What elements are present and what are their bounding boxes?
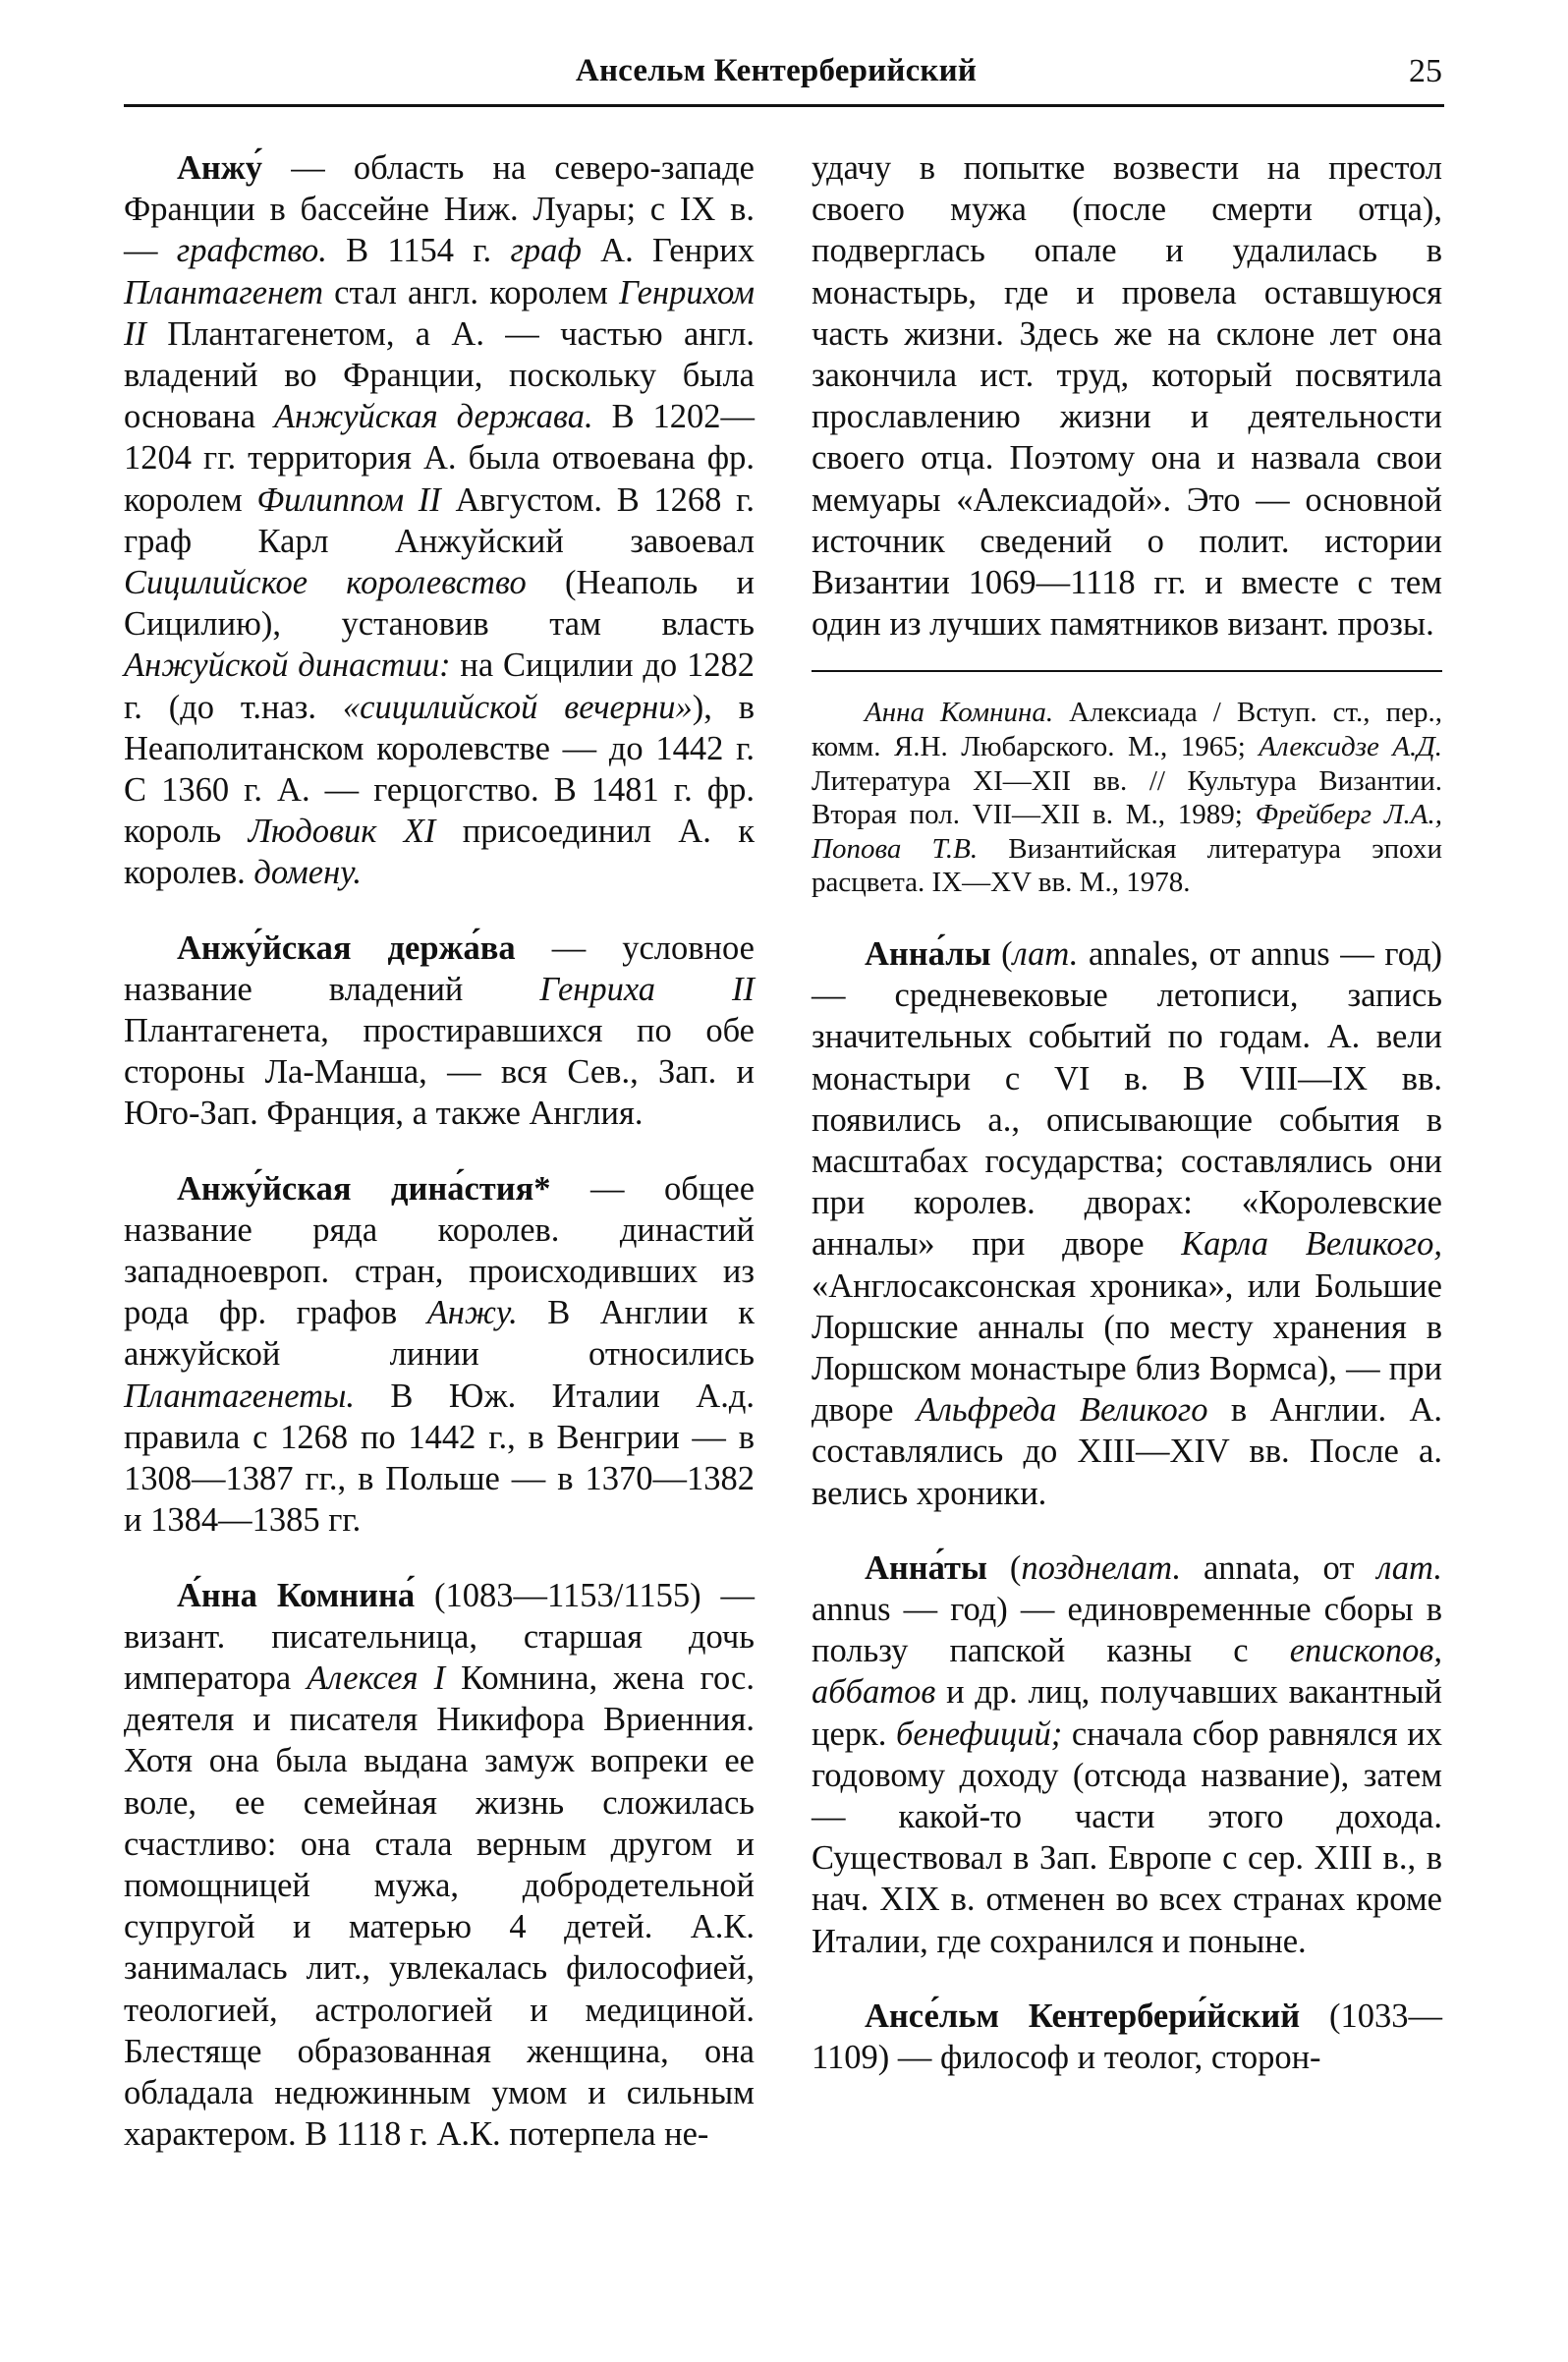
right-column — [812, 147, 1442, 2111]
headword: Анжу́йская дина́стия* — [177, 1169, 551, 1208]
entry-angevin-empire — [124, 928, 755, 1135]
cross-reference: позднелат. — [1021, 1548, 1182, 1587]
cross-reference: графство. — [176, 232, 327, 270]
entry-text: присоединил А. к королев. — [124, 813, 755, 892]
cross-reference: Алексея I — [307, 1659, 446, 1697]
cross-reference: Людовик XI — [248, 813, 436, 851]
entry-text: В 1154 г. — [326, 232, 511, 270]
entry-text: ( — [990, 935, 1013, 973]
entry-text: Плантагенета, простиравшихся по обе стороны Ла-Манша, — вся Сев., Зап. и Юго-Зап. Франция, а также Англия. — [124, 1012, 755, 1133]
entry-text: annus — год) — единовременные сборы в пользу папской казны с — [812, 1591, 1442, 1670]
reference-author: Фрейберг Л.А., Попова Т.В. — [812, 799, 1442, 865]
cross-reference: Анжуйская держава. — [273, 398, 593, 436]
entry-text: А. Генрих — [581, 232, 755, 270]
entry-text: сначала сбор равнялся их годовому доходу (отсюда название), затем — какой-то части этого дохода. Существовал в Зап. Европе с сер. XIII в., в нач. XIX в. отменен во всех странах кроме Италии, где сохранился и поныне. — [812, 1715, 1442, 1960]
entry-annates — [812, 1547, 1442, 1962]
cross-reference: епископов, аббатов — [812, 1632, 1442, 1712]
cross-reference: Филиппом II — [256, 480, 441, 519]
entry-angevin-dynasty — [124, 1168, 755, 1542]
headword: Анна́лы — [865, 935, 991, 973]
entry-text: ), в Неаполитанском королевстве — до 1442 г. С 1360 г. А. — герцогство. В 1481 г. фр. король — [124, 688, 756, 851]
reference-text: Византийская литература эпохи расцвета. IX—XV вв. М., 1978. — [812, 832, 1442, 899]
entry-text: на Сицилии до 1282 г. (до т.наз. — [124, 647, 756, 726]
cross-reference: Генрихом II — [124, 273, 755, 353]
entry-text: в Англии. А. составлялись до XIII—XIV вв. После а. велись хроники. — [812, 1391, 1442, 1512]
entry-text: Комнина, жена гос. деятеля и писателя Никифора Вриенния. Хотя она была выдана замуж вопреки ее воле, ее семейная жизнь сложилась счастливо: она стала верным другом и помощницей мужа, добродетельной супругой и матерью 4 детей. А.К. занималась лит., увлекалась философией, теологией, астрологией и медициной. Блестяще образованная женщина, она обладала недюжинным умом и сильным характером. В 1118 г. А.К. потерпела не- — [124, 1659, 755, 2154]
cross-reference: лат. — [1376, 1548, 1442, 1587]
header-rule — [124, 104, 1444, 107]
entry-text: Августом. В 1268 г. граф Карл Анжуйский завоевал — [124, 480, 755, 560]
headword: Анжу́йская держа́ва — [177, 928, 516, 967]
entry-text: — область на северо-западе Франции в бассейне Ниж. Луары; с IX в. — — [124, 149, 755, 270]
reference-text: Алексиада / Вступ. ст., пер., комм. Я.Н. Любарского. М., 1965; — [812, 697, 1442, 763]
entry-text: В Англии к анжуйской линии относились — [124, 1294, 755, 1374]
cross-reference: лат. — [1012, 935, 1079, 973]
running-head: Ансельм Кентерберийский — [575, 53, 978, 88]
cross-reference: Сицилийское королевство — [124, 564, 527, 602]
headword: А́нна Комнина́ — [177, 1576, 416, 1614]
entry-anselm — [812, 1996, 1442, 2078]
cross-reference: бенефиций; — [896, 1715, 1063, 1753]
cross-reference: Плантагенет — [124, 273, 323, 311]
cross-reference: Плантагенеты. — [124, 1377, 355, 1415]
cross-reference: Анжу. — [426, 1294, 518, 1332]
entry-anna-komnene-continued — [812, 147, 1442, 645]
cross-reference: Анжуйской династии: — [124, 647, 451, 685]
references — [812, 696, 1442, 900]
entry-text: стал англ. королем — [323, 273, 620, 311]
cross-reference: «сицилийской вечерни» — [342, 688, 693, 726]
cross-reference: Генриха II — [539, 970, 755, 1008]
entry-text: «Англосаксонская хроника», или Большие Лоршские анналы (по месту хранения в Лоршском монастыре близ Вормса), — при дворе — [812, 1266, 1442, 1430]
entry-text: annata, от — [1181, 1548, 1377, 1587]
reference-author: Анна Комнина. — [865, 697, 1054, 729]
entry-anna-komnene — [124, 1575, 755, 2156]
entry-annals — [812, 933, 1442, 1514]
cross-reference: граф — [510, 232, 582, 270]
cross-reference: Карла Великого, — [1181, 1225, 1442, 1264]
headword: Анна́ты — [865, 1548, 987, 1587]
entry-text: ( — [986, 1548, 1022, 1587]
references-rule — [812, 670, 1442, 672]
left-column — [124, 147, 755, 2188]
reference-author: Алексидзе А.Д. — [1259, 731, 1442, 763]
entry-text: и др. лиц, получавших вакантный церк. — [812, 1673, 1442, 1753]
headword: Анжу́ — [177, 149, 263, 187]
entry-text: annales, от annus — год) — средневековые летописи, запись значительных событий по годам. А. вели монастыри с VI в. В VIII—IX вв. появились а., описывающие события в масштабах государства; составлялись они при королев. дворах: «Королевские анналы» при дворе — [812, 935, 1442, 1264]
reference-text: Литература XI—XII вв. // Культура Византии. Вторая пол. VII—XII в. М., 1989; — [812, 764, 1442, 831]
page-number: 25 — [1409, 53, 1442, 89]
entry-text: (Неаполь и Сицилию), установив там власть — [124, 564, 755, 644]
cross-reference: Альфреда Великого — [916, 1391, 1208, 1430]
entry-text: В Юж. Италии А.д. правила с 1268 по 1442 г., в Венгрии — в 1308—1387 гг., в Польше — в 1370—1382 и 1384—1385 гг. — [124, 1377, 755, 1540]
entry-text: Плантагенетом, а А. — частью англ. владений во Франции, поскольку была основана — [124, 314, 755, 436]
entry-text: — условное название владений — [124, 928, 755, 1008]
entry-text: В 1202—1204 гг. территория А. была отвоевана фр. королем — [124, 398, 755, 519]
entry-text: удачу в попытке возвести на престол своего мужа (после смерти отца), подверглась опале и удалилась в монастырь, где и провела оставшуюся часть жизни. Здесь же на склоне лет она закончила ист. труд, который посвятила прославлению жизни и деятельности своего отца. Поэтому она и назвала свои мемуары «Алексиадой». Это — основной источник сведений о полит. истории Византии 1069—1118 гг. и вместе с тем один из лучших памятников визант. прозы. — [812, 149, 1442, 644]
headword: Ансе́льм Кентербери́йский — [865, 1996, 1301, 2035]
entry-text: — общее название ряда королев. династий западноевроп. стран, происходивших из рода фр. графов — [124, 1169, 756, 1332]
entry-text: (1033—1109) — философ и теолог, сторон- — [812, 1996, 1442, 2077]
entry-anjou — [124, 147, 755, 894]
entry-text: (1083—1153/1155) — визант. писательница, старшая дочь императора — [124, 1576, 755, 1697]
cross-reference: домену. — [253, 854, 362, 892]
